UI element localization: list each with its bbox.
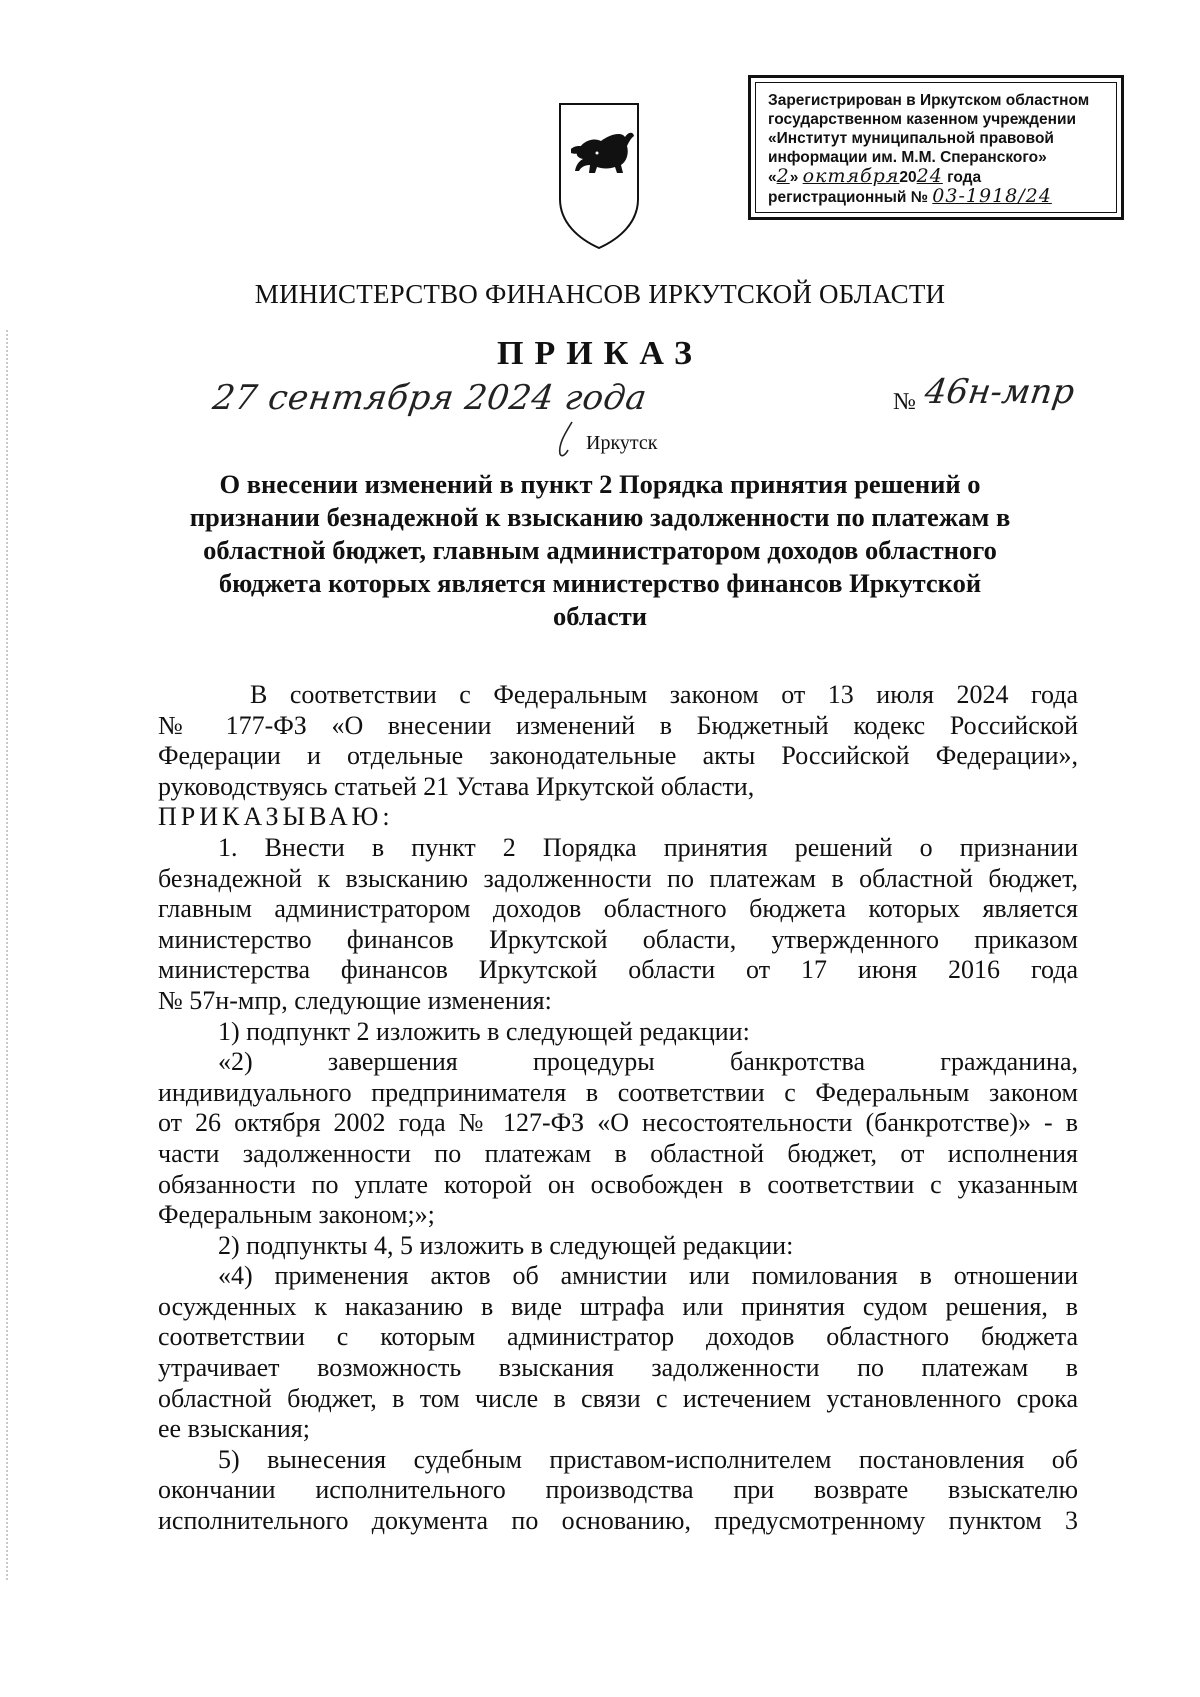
body-line: безнадежной к взысканию задолженности по платежам в областной бюджет, (158, 863, 1078, 893)
order-number-handwritten: 46н-мпр (922, 372, 1077, 412)
heading-line: областной бюджет, главным администратором доходов областного (203, 535, 997, 565)
body-line: министерство финансов Иркутской области, утвержденного приказом (158, 924, 1078, 954)
stamp-line: государственном казенном учреждении (768, 111, 1077, 128)
body-line: части задолженности по платежам в областной бюджет, от исполнения (158, 1138, 1078, 1168)
body-line: окончании исполнительного производства при возврате взыскателю (158, 1475, 1078, 1505)
ministry-name: МИНИСТЕРСТВО ФИНАНСОВ ИРКУТСКОЙ ОБЛАСТИ (254, 279, 946, 309)
body-line: областной бюджет, в том числе в связи с истечением установленного срока (158, 1383, 1078, 1413)
body-line: министерства финансов Иркутской области от 17 июня 2016 года (158, 955, 1078, 985)
document-body (158, 680, 1078, 1537)
stamp-year-word: года (947, 169, 982, 186)
body-line: соответствии с которым администратор доходов областного бюджета (158, 1322, 1078, 1352)
registration-stamp (748, 75, 1124, 220)
body-line: исполнительного документа по основанию, предусмотренному пунктом 3 (158, 1506, 1078, 1536)
body-line: 1) подпункт 2 изложить в следующей редакции: (218, 1016, 750, 1046)
body-line: В соответствии с Федеральным законом от 13 июля 2024 года (250, 680, 1078, 709)
body-line: Федерации и отдельные законодательные акты Российской Федерации», (158, 741, 1078, 771)
body-line: индивидуального предпринимателя в соответствии с Федеральным законом (158, 1077, 1078, 1107)
order-heading (160, 468, 1040, 633)
stamp-year-prefix: 20 (899, 169, 917, 186)
stamp-reg-line (768, 187, 1106, 207)
body-line: «4) применения актов об амнистии или помилования в отношении (218, 1261, 1078, 1291)
body-line: № 57н-мпр, следующие изменения: (158, 985, 552, 1015)
body-line: обязанности по уплате которой он освобожден в соответствии с указанным (158, 1169, 1078, 1199)
stamp-day: 2 (776, 165, 790, 187)
heading-line: области (552, 601, 647, 631)
stamp-reg-label: регистрационный № (768, 189, 928, 206)
body-line: главным администратором доходов областного бюджета которых является (158, 894, 1078, 924)
stamp-year-suffix: 24 (916, 165, 943, 187)
heading-line: О внесении изменений в пункт 2 Порядка принятия решений о (219, 469, 981, 499)
stamp-line: «Институт муниципальной правовой (768, 130, 1054, 147)
body-line: осужденных к наказанию в виде штрафа или принятия судом решения, в (158, 1291, 1078, 1321)
document-type: ПРИКАЗ (497, 335, 703, 372)
stamp-reg-number: 03-1918/24 (932, 185, 1052, 207)
body-line: «2) завершения процедуры банкротства гражданина, (218, 1047, 1078, 1077)
stamp-line: информации им. М.М. Сперанского» (768, 149, 1047, 166)
body-line: руководствуясь статьей 21 Устава Иркутской области, (158, 771, 755, 801)
city-name: Иркутск (586, 432, 658, 454)
stamp-quote-close: » (789, 169, 799, 186)
stamp-date-line (768, 167, 1106, 187)
coat-of-arms-icon (557, 101, 641, 251)
body-line: 1. Внести в пункт 2 Порядка принятия решений о признании (218, 832, 1078, 862)
body-line: Федеральным законом;»; (158, 1200, 435, 1230)
body-line: от 26 октября 2002 года № 127-ФЗ «О несостоятельности (банкротстве)» - в (158, 1108, 1078, 1138)
pen-stroke-icon (552, 420, 582, 460)
body-line-order-word: ПРИКАЗЫВАЮ: (158, 802, 394, 832)
heading-line: признании безнадежной к взысканию задолженности по платежам в (189, 502, 1011, 532)
heading-line: бюджета которых является министерство финансов Иркутской (218, 568, 982, 598)
body-line: ее взыскания; (158, 1414, 310, 1444)
body-line: № 177-ФЗ «О внесении изменений в Бюджетный кодекс Российской (158, 710, 1078, 740)
stamp-quote-open: « (768, 169, 777, 186)
order-number-label: № (893, 389, 916, 415)
scan-edge (6, 330, 8, 1580)
stamp-line: Зарегистрирован в Иркутском областном (768, 92, 1090, 109)
body-line: 2) подпункты 4, 5 изложить в следующей редакции: (218, 1230, 794, 1260)
body-line: 5) вынесения судебным приставом-исполнителем постановления об (218, 1444, 1078, 1474)
body-line: утрачивает возможность взыскания задолженности по платежам в (158, 1353, 1078, 1383)
stamp-month: октября (802, 165, 900, 187)
order-date-handwritten: 27 сентября 2024 года (210, 378, 650, 418)
